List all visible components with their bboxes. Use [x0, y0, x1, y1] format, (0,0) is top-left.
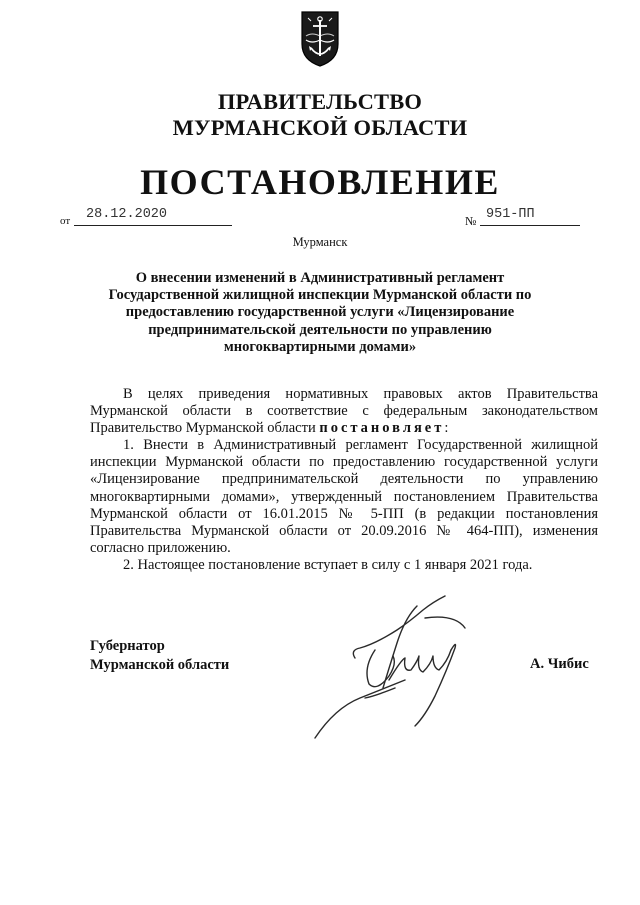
date-from-label: от [60, 215, 71, 227]
issuer-line-2: МУРМАНСКОЙ ОБЛАСТИ [172, 115, 468, 140]
coat-of-arms-icon [300, 10, 340, 68]
signer-position-line-1: Губернатор [90, 638, 165, 654]
item-2-paragraph: 2. Настоящее постановление вступает в силу с 1 января 2021 года. [123, 556, 533, 573]
signer-position-line-2: Мурманской области [90, 657, 230, 673]
handwritten-signature [305, 588, 485, 743]
signer-position [90, 637, 229, 675]
subject-line: предпринимательской деятельности по управлению [148, 321, 492, 338]
issuer-title [0, 89, 640, 141]
decision-word: постановляет [319, 420, 445, 437]
subject-line: многоквартирными домами» [223, 338, 417, 355]
preamble-text: В целях приведения нормативных правовых актов Правительства Мурманской области в соответствие с федеральным законодательством Правительство Мурманской области [90, 386, 598, 437]
preamble-paragraph [90, 386, 598, 437]
date-number-row [60, 205, 580, 227]
issuer-line-1: ПРАВИТЕЛЬСТВО [217, 89, 423, 114]
document-body [90, 386, 598, 574]
subject-line: предоставлению государственной услуги «Лицензирование [125, 304, 515, 321]
city-name: Мурманск [292, 235, 348, 249]
document-number: 951-ПП [480, 205, 580, 226]
document-type: ПОСТАНОВЛЕНИЕ [140, 162, 500, 202]
signer-name: А. Чибис [530, 656, 589, 672]
subject-line: О внесении изменений в Административный регламент [135, 270, 505, 286]
decision-suffix: : [444, 420, 449, 437]
document-subject [100, 270, 540, 356]
item-1-paragraph: 1. Внести в Административный регламент Государственной жилищной инспекции Мурманской области по предоставлению государственной услуги «Лицензирование предпринимательской деятельности по управлению многоквартирными домами», утвержденный постановлением Правительства Мурманской области от 16.01.2015 № 5-ПП (в редакции постановления Правительства Мурманской области от 20.09.2016 № 464-ПП), изменения согласно приложению. [90, 437, 598, 556]
number-label: № [465, 214, 477, 228]
subject-line: Государственной жилищной инспекции Мурманской области по [108, 287, 532, 304]
document-date: 28.12.2020 [74, 205, 232, 226]
